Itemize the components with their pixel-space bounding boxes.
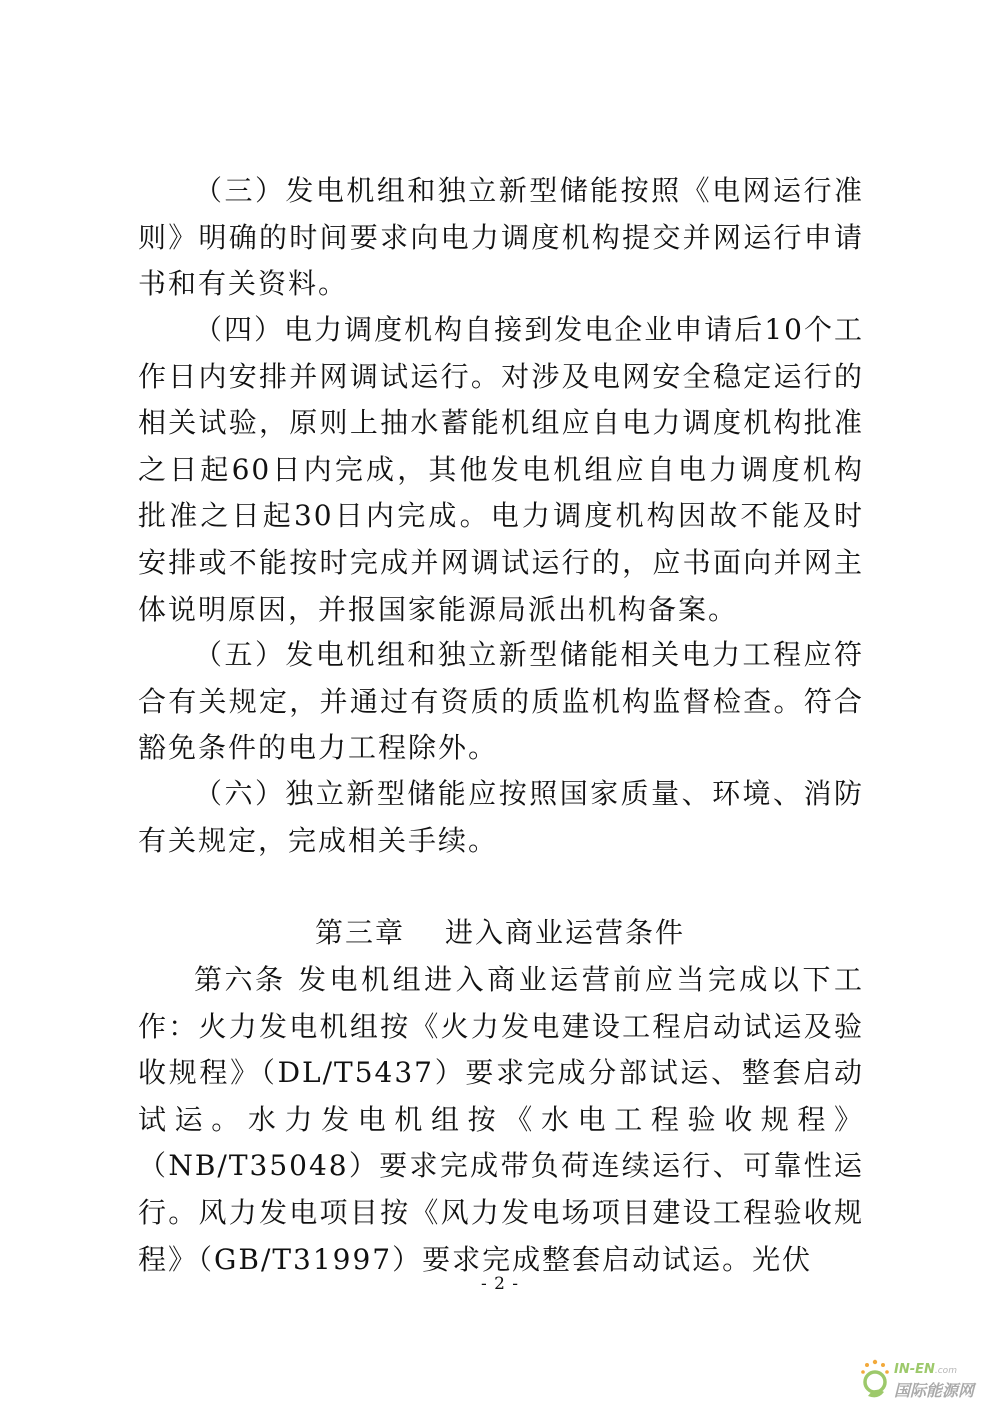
watermark-brand-cn: 国际能源网: [894, 1381, 975, 1400]
paragraph-item-5: （五）发电机组和独立新型储能相关电力工程应符合有关规定，并通过有资质的质监机构监督检查。符合豁免条件的电力工程除外。: [138, 638, 864, 765]
watermark-brand-en-text: IN-EN: [894, 1362, 935, 1377]
watermark-logo: [858, 1356, 998, 1412]
watermark-brand-suffix: .com: [934, 1366, 957, 1376]
paragraph-item-4: （四）电力调度机构自接到发电企业申请后10个工作日内安排并网调试运行。对涉及电网安全稳定运行的相关试验，原则上抽水蓄能机组应自电力调度机构批准之日起60日内完成，其他发电机组应自电力调度机构批准之日起30日内完成。电力调度机构因故不能及时安排或不能按时完成并网调试运行的，应书面向并网主体说明原因，并报国家能源局派出机构备案。: [138, 313, 864, 626]
paragraph-item-3: （三）发电机组和独立新型储能按照《电网运行准则》明确的时间要求向电力调度机构提交并网运行申请书和有关资料。: [138, 174, 864, 301]
chapter-number: 第三章: [314, 916, 405, 949]
article-label: 第六条: [194, 963, 286, 996]
paragraph-item-6: （六）独立新型储能应按照国家质量、环境、消防有关规定，完成相关手续。: [138, 777, 864, 857]
page-number: - 2 -: [480, 1274, 520, 1294]
article-text: 发电机组进入商业运营前应当完成以下工作：火力发电机组按《火力发电建设工程启动试运及验收规程》（DL/T5437）要求完成分部试运、整套启动试运。水力发电机组按《水电工程验收规程》（NB/T35048）要求完成带负荷连续运行、可靠性运行。风力发电项目按《风力发电场项目建设工程验收规程》（GB/T31997）要求完成整套启动试运。光伏: [138, 963, 864, 1276]
chapter-heading: [0, 910, 1000, 957]
sun-leaf-icon: [858, 1356, 894, 1404]
article-6-paragraph: [138, 957, 864, 1283]
chapter-title: 进入商业运营条件: [445, 916, 686, 949]
watermark-brand-en: [894, 1362, 957, 1377]
